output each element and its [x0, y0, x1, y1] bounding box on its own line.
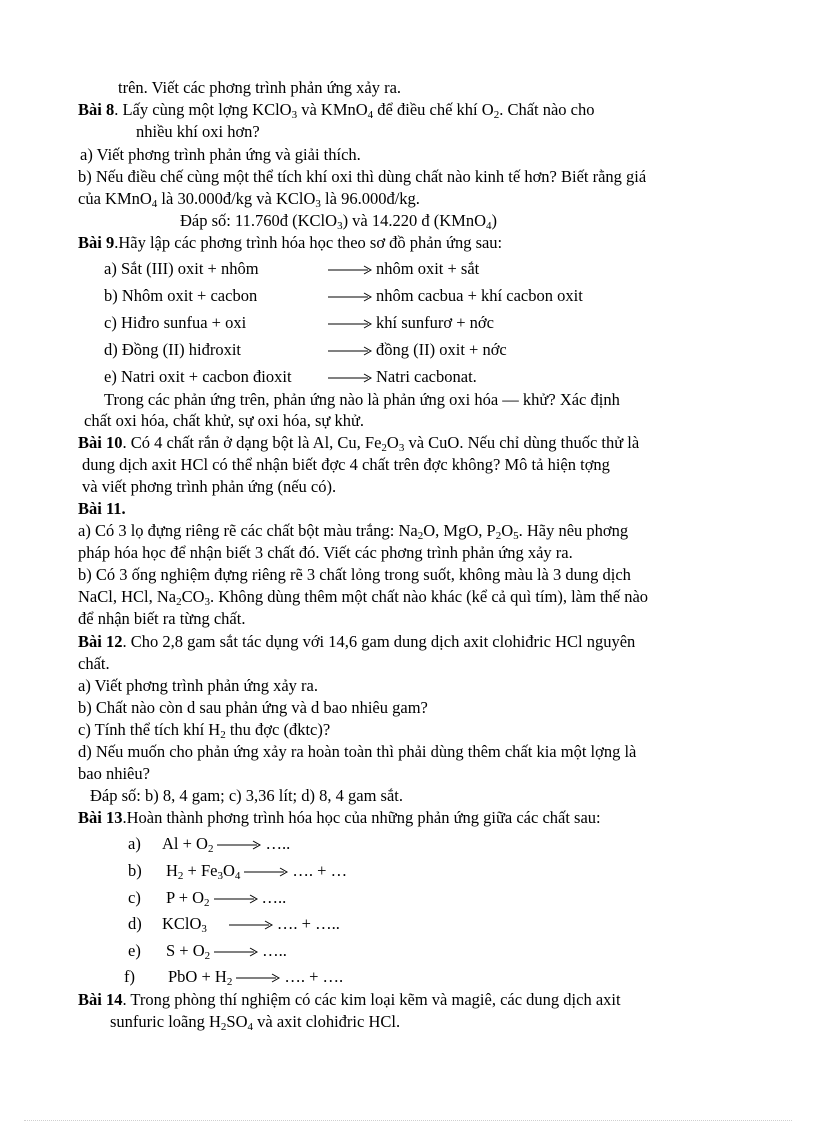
exercise-8-label: Bài 8 [78, 100, 115, 119]
exercise-10-line3: và viết phơng trình phản ứng (nếu có). [82, 477, 337, 496]
reaction-arrow-icon [328, 318, 372, 330]
intro-line: trên. Viết các phơng trình phản ứng xảy ra. [118, 78, 402, 97]
exercise-10-label: Bài 10 [78, 433, 123, 452]
reaction-arrow-icon [328, 345, 372, 357]
exercise-10-line2: dung dịch axit HCl có thể nhận biết đợc 4 chất trên đợc không? Mô tả hiện tợng [82, 455, 610, 474]
exercise-8-part-b-line1: b) Nếu điều chế cùng một thể tích khí oxi thì dùng chất nào kinh tế hơn? Biết rằng giá [78, 167, 647, 186]
exercise-11-part-a-line2: pháp hóa học để nhận biết 3 chất đó. Viết các phơng trình phản ứng xảy ra. [78, 543, 573, 562]
exercise-12-part-d-line1: d) Nếu muốn cho phản ứng xảy ra hoàn toàn thì phải dùng thêm chất kia một lợng là [78, 742, 637, 761]
exercise-14-label: Bài 14 [78, 990, 123, 1009]
exercise-14-heading: Bài 14. Trong phòng thí nghiệm có các kim loại kẽm và magiê, các dung dịch axit [78, 990, 621, 1009]
exercise-8-heading: Bài 8. Lấy cùng một lợng KClO$_3$ và KMnO$_4$ để điều chế khí $O_2$. Chất nào cho [78, 100, 595, 121]
exercise-13-label: Bài 13 [78, 808, 123, 827]
exercise-11-part-b-line3: để nhận biết ra từng chất. [78, 609, 246, 628]
exercise-10-heading: Bài 10. Có 4 chất rắn ở dạng bột là Al, Cu, $Fe_2O_3$ và CuO. Nếu chỉ dùng thuốc thử là [78, 433, 640, 454]
reaction-arrow-icon [236, 972, 280, 984]
equation-row: f) PbO + $H_2$ …. + …. [124, 967, 344, 988]
reaction-row: e) Natri oxit + cacbon đioxit Natri cacbonat. [104, 367, 477, 386]
exercise-9-question-line1: Trong các phản ứng trên, phản ứng nào là phản ứng oxi hóa — khử? Xác định [104, 390, 620, 409]
equation-row: a) $Al + O_2$ ….. [128, 834, 291, 855]
exercise-9-label: Bài 9 [78, 233, 115, 252]
exercise-11-part-b-line2: NaCl, HCl, $Na_2CO_3$. Không dùng thêm một chất nào khác (kể cả quì tím), làm thế nào [78, 587, 649, 608]
reaction-arrow-icon [214, 946, 258, 958]
exercise-12-line2: chất. [78, 654, 110, 673]
exercise-12-part-b: b) Chất nào còn d sau phản ứng và d bao nhiêu gam? [78, 698, 428, 717]
reaction-row: a) Sắt (III) oxit + nhôm nhôm oxit + sắt [104, 259, 480, 278]
exercise-12-answer: Đáp số: b) 8, 4 gam; c) 3,36 lít; d) 8, 4 gam sắt. [90, 786, 403, 805]
reaction-row: b) Nhôm oxit + cacbon nhôm cacbua + khí cacbon oxit [104, 286, 583, 305]
reaction-arrow-icon [328, 291, 372, 303]
reaction-row: c) Hiđro sunfua + oxi khí sunfurơ + nớc [104, 313, 494, 332]
exercise-8-answer: Đáp số: 11.760đ (KClO$_3$) và 14.220 đ (KMnO$_4$) [180, 211, 498, 232]
exercise-9-heading: Bài 9.Hãy lập các phơng trình hóa học theo sơ đồ phản ứng sau: [78, 233, 503, 252]
exercise-9-question-line2: chất oxi hóa, chất khử, sự oxi hóa, sự khử. [84, 411, 365, 430]
exercise-11-part-b-line1: b) Có 3 ống nghiệm đựng riêng rẽ 3 chất lỏng trong suốt, không màu là 3 dung dịch [78, 565, 631, 584]
reaction-arrow-icon [214, 893, 258, 905]
exercise-11-part-a-line1: a) Có 3 lọ đựng riêng rẽ các chất bột màu trắng: $Na_2O$, MgO, $P_2O_5$. Hãy nêu phơng [78, 521, 629, 542]
reaction-arrow-icon [328, 264, 372, 276]
exercise-12-part-c: c) Tính thể tích khí $H_2$ thu đợc (đktc)? [78, 720, 331, 741]
exercise-12-part-a: a) Viết phơng trình phản ứng xảy ra. [78, 676, 318, 695]
exercise-8-part-b-line2: của KMnO$_4$ là 30.000đ/kg và KClO$_3$ là 96.000đ/kg. [78, 189, 420, 210]
equation-row: b) $H_2 + Fe_3O_4$ …. + … [128, 861, 348, 882]
equation-row: e) $S + O_2$ ….. [128, 941, 287, 962]
reaction-arrow-icon [244, 866, 288, 878]
exercise-14-line2: sunfuric loãng $H_2SO_4$ và axit clohiđric HCl. [110, 1012, 401, 1033]
equation-row: d) KClO$_3$ …. + ….. [128, 914, 340, 935]
page-bottom-divider [24, 1120, 792, 1121]
reaction-row: d) Đồng (II) hiđroxit đồng (II) oxit + nớc [104, 340, 507, 359]
exercise-8-line2: nhiều khí oxi hơn? [136, 122, 260, 141]
exercise-12-heading: Bài 12. Cho 2,8 gam sắt tác dụng với 14,6 gam dung dịch axit clohiđric HCl nguyên [78, 632, 636, 651]
reaction-arrow-icon [328, 372, 372, 384]
exercise-11-label: Bài 11. [78, 499, 126, 518]
exercise-12-label: Bài 12 [78, 632, 123, 651]
equation-row: c) $P + O_2$ ….. [128, 888, 287, 909]
exercise-12-part-d-line2: bao nhiêu? [78, 764, 150, 783]
exercise-8-part-a: a) Viết phơng trình phản ứng và giải thích. [80, 145, 361, 164]
reaction-arrow-icon [217, 839, 261, 851]
reaction-arrow-icon [229, 919, 273, 931]
exercise-13-heading: Bài 13.Hoàn thành phơng trình hóa học của những phản ứng giữa các chất sau: [78, 808, 601, 827]
